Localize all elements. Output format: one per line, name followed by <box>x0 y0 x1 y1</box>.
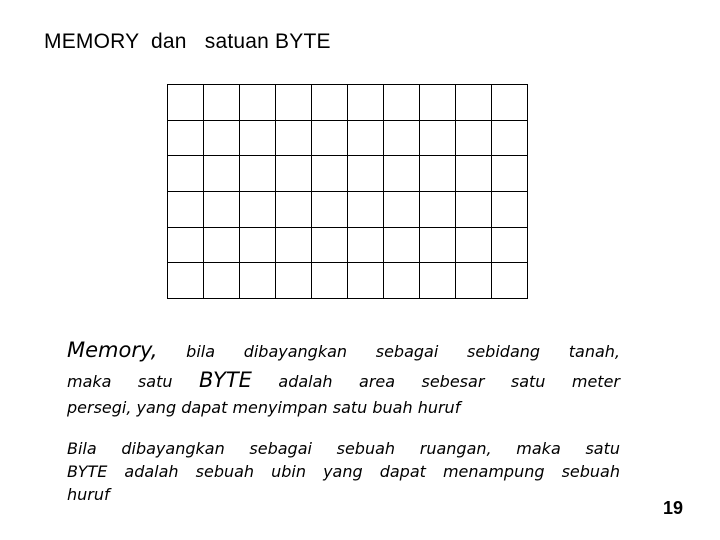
paragraph1-line2-start: maka satu <box>67 372 173 391</box>
grid-cell <box>348 121 384 157</box>
grid-cell <box>204 121 240 157</box>
paragraph1-line3: persegi, yang dapat menyimpan satu buah huruf <box>67 398 461 417</box>
grid-cell <box>276 121 312 157</box>
word-memory: Memory, <box>67 338 158 362</box>
grid-cell <box>168 192 204 228</box>
grid-cell <box>312 263 348 299</box>
grid-cell <box>348 228 384 264</box>
paragraph1-line1-text: bila dibayangkan sebagai sebidang tanah, <box>186 342 620 361</box>
grid-cell <box>312 192 348 228</box>
grid-cell <box>456 121 492 157</box>
slide-title: MEMORY dan satuan BYTE <box>44 30 331 53</box>
word-byte: BYTE <box>198 368 252 392</box>
grid-cell <box>168 228 204 264</box>
grid-cell <box>492 156 528 192</box>
grid-cell <box>240 263 276 299</box>
grid-cell <box>276 228 312 264</box>
grid-cell <box>168 121 204 157</box>
paragraph2-line1: Bila dibayangkan sebagai sebuah ruangan, maka satu <box>67 439 620 458</box>
paragraph2-line3: huruf <box>67 485 110 504</box>
grid-cell <box>168 156 204 192</box>
grid-cell <box>348 156 384 192</box>
grid-cell <box>204 156 240 192</box>
grid-cell <box>420 121 456 157</box>
grid-cell <box>492 121 528 157</box>
paragraph1-line2 <box>67 366 620 396</box>
paragraph1-line2-text: adalah area sebesar satu meter <box>278 372 620 391</box>
grid-cell <box>276 263 312 299</box>
grid-cell <box>204 85 240 121</box>
grid-cell <box>384 263 420 299</box>
grid-cell <box>276 156 312 192</box>
grid-cell <box>384 85 420 121</box>
grid-cell <box>384 192 420 228</box>
grid-cell <box>312 228 348 264</box>
grid-cell <box>240 156 276 192</box>
grid-cell <box>492 228 528 264</box>
grid-cell <box>276 192 312 228</box>
grid-cell <box>456 263 492 299</box>
paragraph2-line2: BYTE adalah sebuah ubin yang dapat menampung sebuah <box>67 462 620 481</box>
grid-cell <box>240 121 276 157</box>
grid-cell <box>384 156 420 192</box>
paragraph-memory-land <box>67 336 620 420</box>
grid-cell <box>384 228 420 264</box>
grid-cell <box>492 85 528 121</box>
grid-cell <box>240 85 276 121</box>
grid-cell <box>240 192 276 228</box>
grid-cell <box>168 85 204 121</box>
grid-cell <box>456 156 492 192</box>
paragraph1-line1 <box>67 336 620 366</box>
grid-cell <box>456 192 492 228</box>
grid-cell <box>204 263 240 299</box>
grid-cell <box>348 192 384 228</box>
grid-cell <box>312 85 348 121</box>
grid-cell <box>420 228 456 264</box>
paragraph-byte-room <box>67 437 620 506</box>
grid-cell <box>492 192 528 228</box>
grid-cell <box>492 263 528 299</box>
page-number: 19 <box>663 498 684 518</box>
grid-cell <box>384 121 420 157</box>
grid-cell <box>240 228 276 264</box>
grid-cell <box>276 85 312 121</box>
grid-cell <box>348 263 384 299</box>
grid-cell <box>420 192 456 228</box>
grid-cell <box>348 85 384 121</box>
grid-cell <box>420 263 456 299</box>
grid-cell <box>420 156 456 192</box>
grid-cell <box>312 156 348 192</box>
grid-cell <box>204 228 240 264</box>
grid-cell <box>456 228 492 264</box>
grid-cell <box>456 85 492 121</box>
grid-cell <box>204 192 240 228</box>
grid-cell <box>420 85 456 121</box>
byte-grid <box>167 84 528 299</box>
grid-cell <box>168 263 204 299</box>
grid-cell <box>312 121 348 157</box>
